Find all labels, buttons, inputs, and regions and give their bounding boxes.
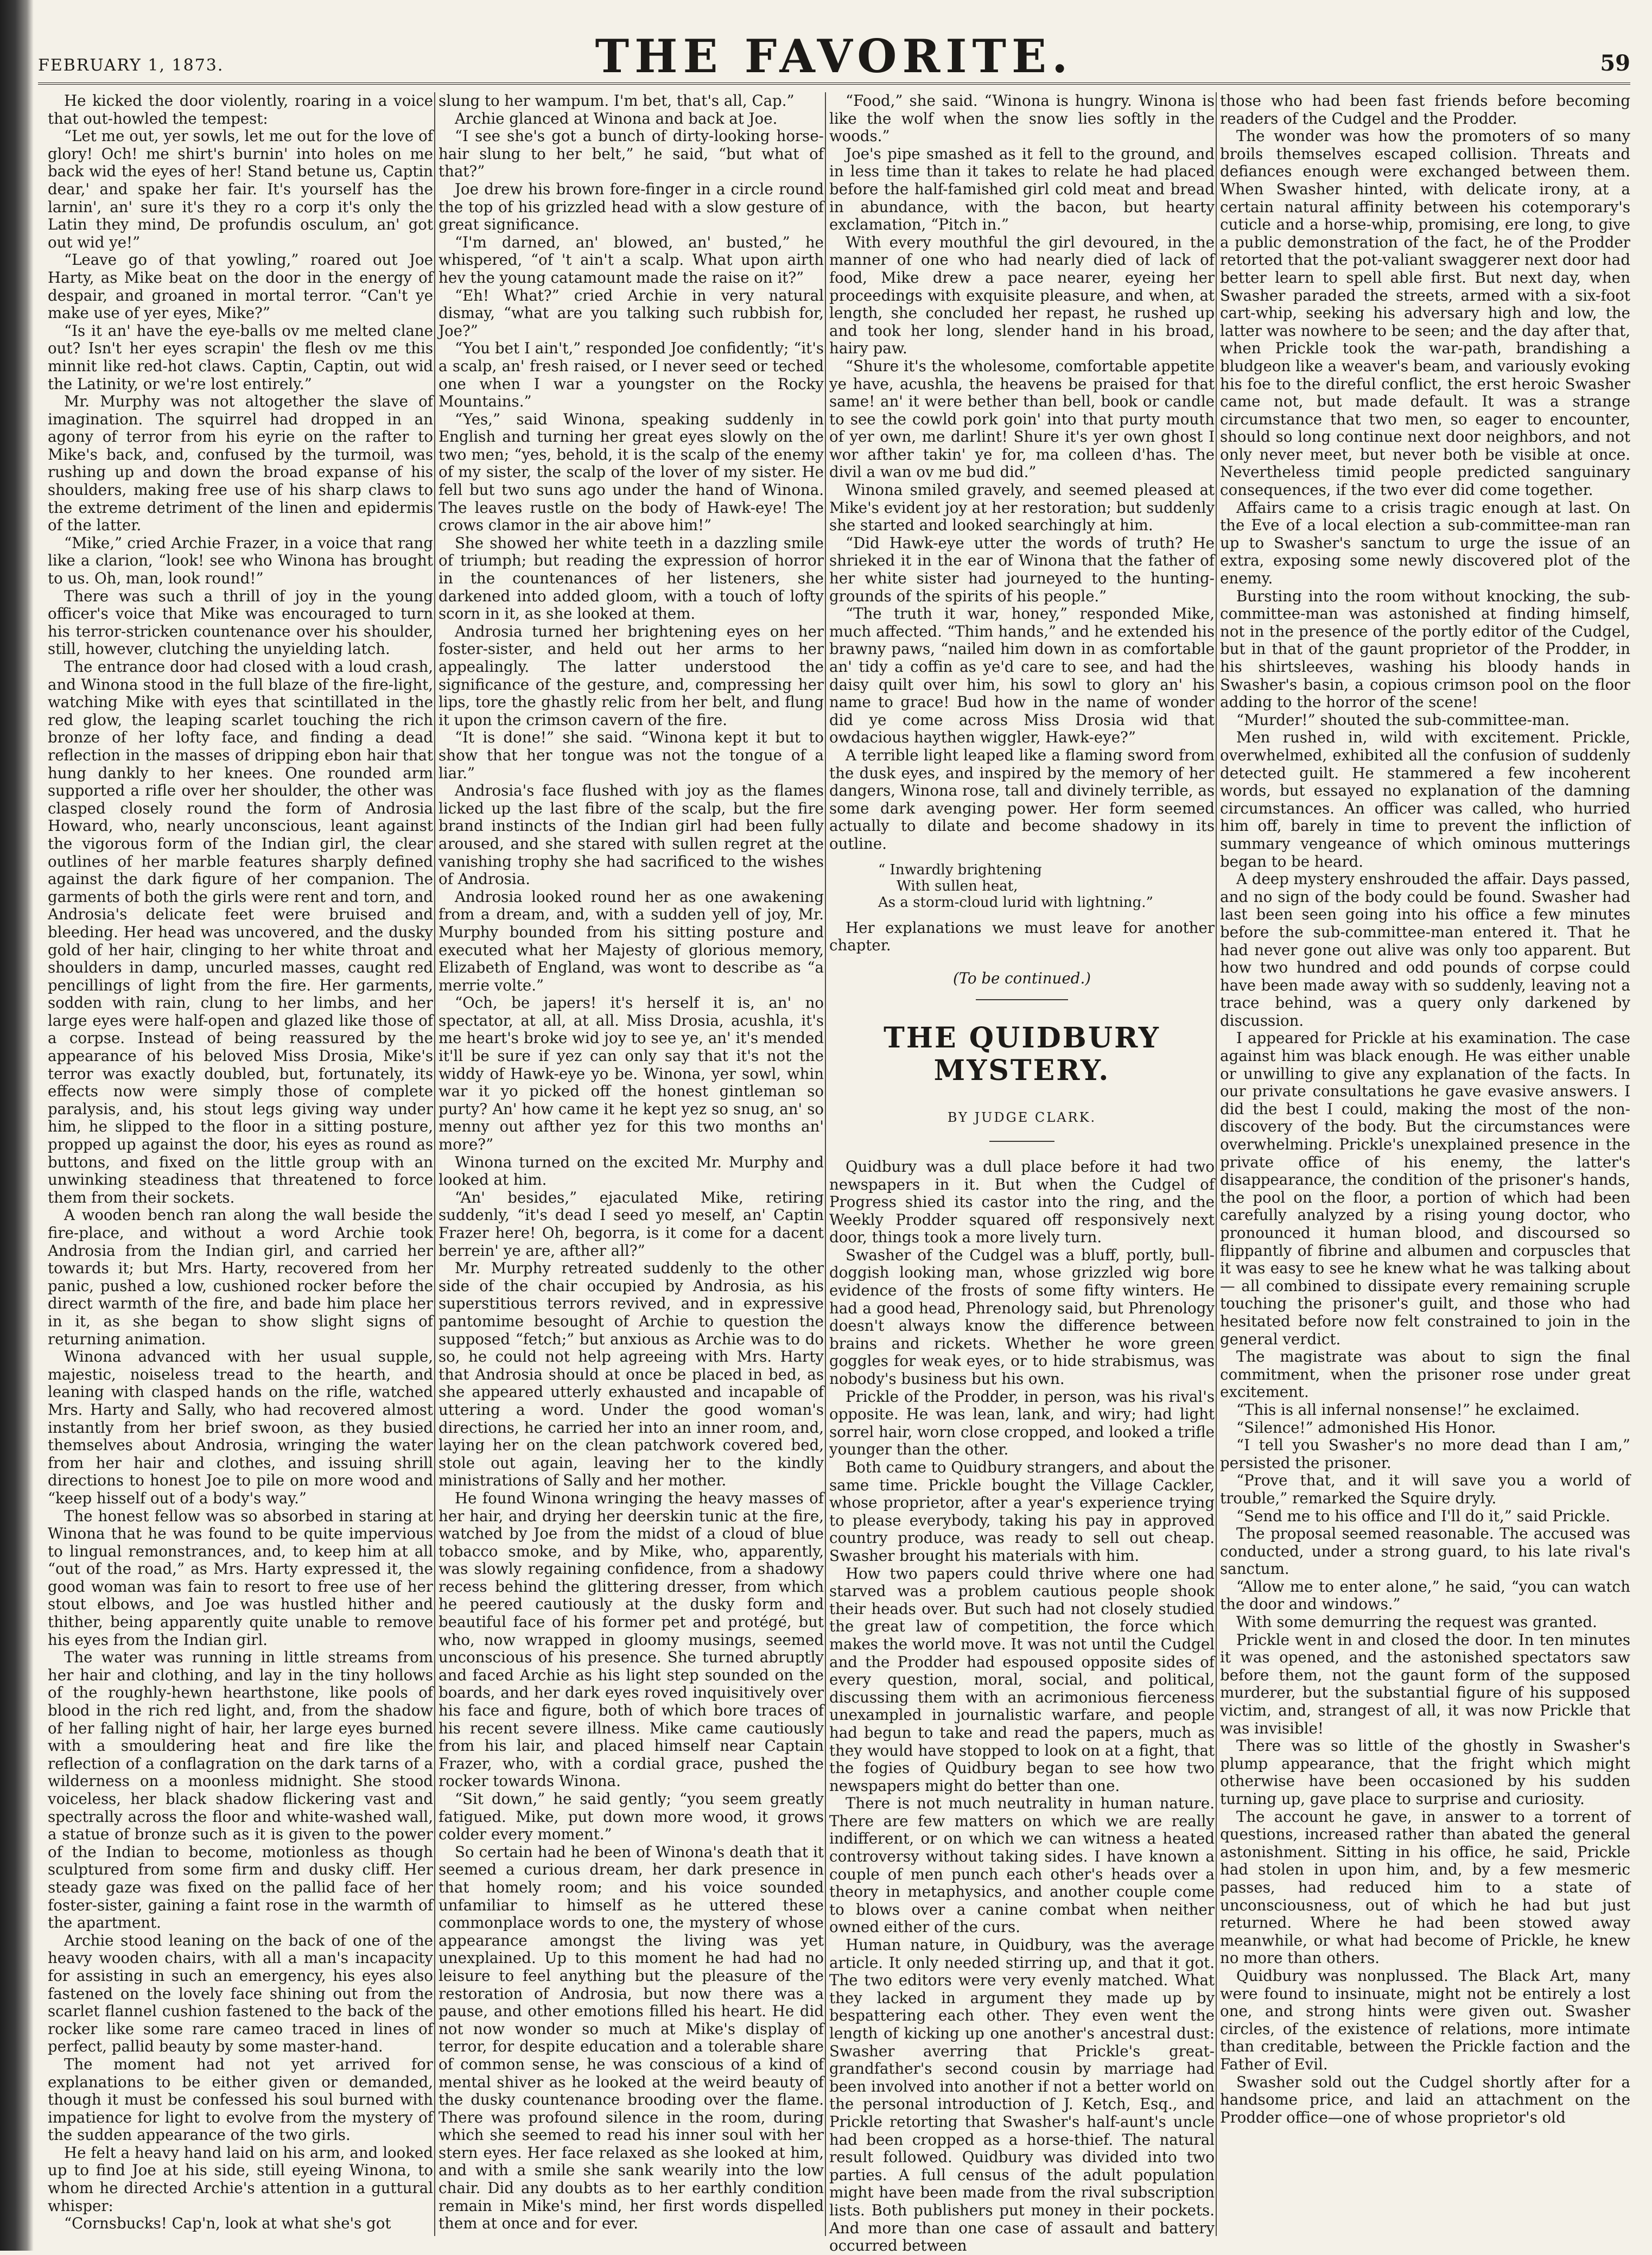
paragraph: those who had been fast friends before becoming readers of the Cudgel and the Prodder. [1220, 92, 1630, 128]
paragraph: There was so little of the ghostly in Swasher's plump appearance, that the fright which might otherwise have been occasioned by his sudden turning up, gave place to surprise and curiosity. [1220, 1737, 1630, 1808]
paragraph: How two papers could thrive where one had starved was a problem cautious people shook their heads over. But such had not closely studied the great law of competition, the force which makes the world move. It was not until the Cudgel and the Prodder had espoused opposite sides of every question, moral, social, and political, discussing them with an acrimonious fierceness unexampled in journalistic warfare, and people had begun to take and read the papers, much as they would have stopped to look on at a fight, that the fogies of Quidbury began to see how two newspapers might do better than one. [829, 1564, 1215, 1795]
to-be-continued: (To be continued.) [952, 969, 1091, 987]
section-divider [976, 999, 1068, 1000]
masthead-title: THE FAVORITE. [595, 29, 1073, 83]
column-2 [439, 92, 824, 2236]
paragraph: Archie glanced at Winona and back at Joe. [455, 109, 778, 128]
paragraph: Joe's pipe smashed as it fell to the ground, and in less time than it takes to relate he had placed before the half-famished girl cold meat and bread in abundance, with the bacon, but hearty exclamation, “Pitch in.” [829, 144, 1215, 234]
paragraph: “Send me to his office and I'll do it,” said Prickle. [1236, 1507, 1611, 1525]
column-rule [434, 92, 435, 2236]
paragraph: Prickle of the Prodder, in person, was his rival's opposite. He was lean, lank, and wiry; had light sorrel hair, worn close cropped, and looked a trifle younger than the other. [829, 1387, 1215, 1459]
paragraph: Swasher of the Cudgel was a bluff, portly, bull-doggish looking man, whose grizzled wig bore evidence of the frosts of some fifty winters. He had a good head, Phrenology said, but Phrenology doesn't always know the difference between brains and rickets. Whether he wore green goggles for weak eyes, or to hide strabismus, was nobody's business but his own. [829, 1246, 1215, 1388]
paragraph: Her explanations we must leave for another chapter. [829, 918, 1215, 955]
paragraph: There is not much neutrality in human nature. There are few matters on which we are really indifferent, or on which we can witness a heated controversy without taking sides. I have known a couple of men punch each other's heads over a theory in metaphysics, and another couple come to blows over a canine combat when neither owned either of the curs. [829, 1794, 1215, 1936]
page-number: 59 [1600, 50, 1630, 76]
binding-spine-shadow [0, 0, 34, 2251]
paragraph: “Leave go of that yowling,” roared out Joe Harty, as Mike beat on the door in the energy of despair, and groaned in mortal terror. “Can't ye make use of yer eyes, Mike?” [48, 251, 433, 322]
paragraph: “Shure it's the wholesome, comfortable appetite ye have, acushla, the heavens be praised for that same! an' it were bether than bell, book or candle to see the cowld pork goin' into that purty mouth of yer own, me darlint! Shure it's yer own ghost I wor afther takin' ye for, ma colleen d'has. The divil a wan ov me bud did.” [829, 357, 1215, 481]
paragraph: “You bet I ain't,” responded Joe confidently; “it's a scalp, an' fresh raised, or I never seed or teched one when I war a youngster on the Rocky Mountains.” [439, 339, 824, 411]
verse-line: As a storm-cloud lurid with lightning.” [878, 894, 1153, 911]
column-4 [1220, 92, 1630, 2236]
paragraph: The account he gave, in answer to a torrent of questions, increased rather than abated the general astonishment. Sitting in his office, he said, Prickle had stolen in upon him, and, by a few mesmeric passes, had reduced him to a state of unconsciousness, out of which he had but just returned. Where he had been stowed away meanwhile, or what had become of Prickle, he knew no more than others. [1220, 1807, 1630, 1967]
paragraph: Archie stood leaning on the back of one of the heavy wooden chairs, with all a man's incapacity for assisting in such an emergency, his eyes also fastened on the lovely face shining out from the scarlet flannel cushion fastened to the back of the rocker like some rare cameo traced in lines of perfect, pallid beauty by some master-hand. [48, 1931, 433, 2056]
column-rule [825, 92, 826, 2236]
paragraph: The wonder was how the promoters of so many broils themselves escaped collision. Threats and defiances enough were exchanged between them. When Swasher hinted, with delicate irony, at a certain natural affinity between his cotemporary's cuticle and a horse-whip, promising, ere long, to give a public demonstration of the fact, he of the Prodder retorted that the pot-valiant swaggerer next door had better learn to spell able first. But next day, when Swasher paraded the streets, armed with a six-foot cart-whip, seeking his adversary high and low, the latter was nowhere to be seen; and the day after that, when Prickle took the war-path, brandishing a bludgeon like a weaver's beam, and variously evoking his foe to the direful conflict, the erst heroic Swasher came not, but made default. It was a strange circumstance that two men, so eager to encounter, should so long continue next door neighbors, and not only never meet, but never both be visible at once. Nevertheless timid people predicted sanguinary consequences, if the two ever did come together. [1220, 127, 1630, 499]
verse-line: “ Inwardly brightening [878, 861, 1042, 878]
paragraph: A deep mystery enshrouded the affair. Days passed, and no sign of the body could be found. Swasher had last been seen going into his office a few minutes before the sub-committee-man entered it. That he had never gone out alive was only too apparent. But how two hundred and odd pounds of corpse could have been made away with so suddenly, leaving not a trace behind, was a query only darkened by discussion. [1220, 870, 1630, 1030]
paragraph: There was such a thrill of joy in the young officer's voice that Mike was encouraged to turn his terror-stricken countenance over his shoulder, still, however, clutching the unyielding latch. [48, 587, 433, 658]
paragraph: “I see she's got a bunch of dirty-looking horse-hair slung to her belt,” he said, “but what of that?” [439, 127, 824, 181]
issue-date: FEBRUARY 1, 1873. [38, 56, 224, 75]
paragraph: Quidbury was nonplussed. The Black Art, many were found to insinuate, might not be entirely a lost one, and strong hints were given out. Swasher circles, of the existence of relations, more intimate than creditable, between the Prickle faction and the Father of Evil. [1220, 1966, 1630, 2073]
paragraph: “Eh! What?” cried Archie in very natural dismay, “what are you talking such rubbish for, Joe?” [439, 286, 824, 340]
paragraph: Both came to Quidbury strangers, and about the same time. Prickle bought the Village Cackler, whose proprietor, after a year's experience trying to please everybody, taking his pay in approved country produce, was ready to sell out cheap. Swasher brought his materials with him. [829, 1458, 1215, 1565]
paragraph: Affairs came to a crisis tragic enough at last. On the Eve of a local election a sub-committee-man ran up to Swasher's sanctum to urge the issue of an extra, exposing some newly discovered plot of the enemy. [1220, 498, 1630, 588]
verse-line: With sullen heat, [897, 878, 1018, 894]
story-title: THE QUIDBURY MYSTERY. [884, 1021, 1160, 1088]
paragraph: “Allow me to enter alone,” he said, “you can watch the door and windows.” [1220, 1577, 1630, 1614]
paragraph: “Yes,” said Winona, speaking suddenly in English and turning her great eyes slowly on the two men; “yes, behold, it is the scalp of the enemy of my sister, the scalp of the lover of my sister. He fell but two suns ago under the hand of Winona. The leaves rustle on the body of Hawk-eye! The crows clamor in the air above him!” [439, 410, 824, 535]
paragraph: With every mouthful the girl devoured, in the manner of one who had nearly died of lack of food, Mike drew a pace nearer, eyeing her proceedings with exquisite pleasure, and when, at length, she concluded her repast, he rushed up and took her long, slender hand in his broad, hairy paw. [829, 233, 1215, 358]
story-byline: BY JUDGE CLARK. [829, 1109, 1215, 1142]
paragraph: He found Winona wringing the heavy masses of her hair, and drying her deerskin tunic at the fire, watched by Joe from the midst of a cloud of blue tobacco smoke, and by Mike, who, apparently, was slowly regaining confidence, from a shadowy recess behind the glittering dresser, from which he peered cautiously at the dusky form and beautiful face of his former pet and protégé, but who, now wrapped in gloomy musings, seemed unconscious of his presence. She turned abruptly and faced Archie as his light step sounded on the boards, and her dark eyes roved inquisitively over his face and figure, both of which bore traces of his recent severe illness. Mike came cautiously from his lair, and placed himself near Captain Frazer, who, with a cordial grace, pushed the rocker towards Winona. [439, 1489, 824, 1790]
paragraph: He felt a heavy hand laid on his arm, and looked up to find Joe at his side, still eyeing Winona, to whom he directed Archie's attention in a guttural whisper: [48, 2143, 433, 2215]
paragraph: “The truth it war, honey,” responded Mike, much affected. “Thim hands,” and he extended his brawny paws, “nailed him down in as comfortable an' tidy a coffin as ye'd care to see, and had the daisy quilt over him, his sowl to glory an' his name to grace! Bud how in the name of wonder did ye come across Miss Drosia wid that owdacious haythen wiggler, Hawk-eye?” [829, 605, 1215, 747]
paragraph: Winona advanced with her usual supple, majestic, noiseless tread to the hearth, and leaning with clasped hands on the rifle, watched Mrs. Harty and Sally, who had recovered almost instantly from her brief swoon, as they busied themselves about Androsia, wringing the water from her hair and clothes, and issuing shrill directions to honest Joe to pile on more wood and “keep hisself out of a body's way.” [48, 1348, 433, 1507]
paragraph: “Cornsbucks! Cap'n, look at what she's got [64, 2214, 391, 2233]
paragraph: “I'm darned, an' blowed, an' busted,” he whispered, “of 't ain't a scalp. What upon airth hev the young catamount made the raise on it?” [439, 233, 824, 287]
paragraph: Human nature, in Quidbury, was the average article. It only needed stirring up, and that it got. The two editors were very evenly matched. What they lacked in argument they made up by bespattering each other. They even went the length of kicking up one another's ancestral dust: Swasher averring that Prickle's great-grandfather's second cousin by marriage had been involved into another if not a better world on the personal introduction of J. Ketch, Esq., and Prickle retorting that Swasher's half-aunt's uncle had been cropped as a horse-thief. The natural result followed. Quidbury was divided into two parties. A full census of the adult population might have been made from the rival subscription lists. Both publishers put money in their pockets. And more than one case of assault and battery occurred between [829, 1936, 1215, 2255]
paragraph: “Food,” she said. “Winona is hungry. Winona is like the wolf when the snow lies softly in the woods.” [829, 92, 1215, 145]
paragraph: The entrance door had closed with a loud crash, and Winona stood in the full blaze of the fire-light, watching Mike with eyes that scintillated in the red glow, the leaping scarlet touching the rich bronze of her lofty face, and finding a dead reflection in the masses of dripping ebon hair that hung dankly to her knees. One rounded arm supported a rifle over her shoulder, the other was clasped closely round the form of Androsia Howard, who, nearly unconscious, leant against the vigorous form of the Indian girl, the clear outlines of her marble features sharply defined against the dark figure of her companion. The garments of both the girls were rent and torn, and Androsia's delicate feet were bruised and bleeding. Her head was uncovered, and the dusky gold of her hair, clinging to her white throat and shoulders in damp, uncurled masses, caught red pencillings of light from the fire. Her garments, sodden with rain, clung to her limbs, and her large eyes were half-open and glazed like those of a corpse. Instead of being reassured by the appearance of his beloved Miss Drosia, Mike's terror was exactly doubled, but, fortunately, its effects now were simply those of complete paralysis, and, his stout legs giving way under him, he slipped to the floor in a sitting posture, propped up against the door, his eyes as round as buttons, and fixed on the little group with an unwinking steadiness that threatened to force them from their sockets. [48, 658, 433, 1206]
paragraph: She showed her white teeth in a dazzling smile of triumph; but reading the expression of horror in the countenances of her listeners, she darkened into added gloom, with a touch of lofty scorn in it, as she looked at them. [439, 533, 824, 623]
paragraph: So certain had he been of Winona's death that it seemed a curious dream, her dark presence in that homely room; and his voice sounded unfamiliar to himself as he uttered these commonplace words to one, the mystery of whose appearance amongst the living was yet unexplained. Up to this moment he had had no leisure to feel anything but the pleasure of the restoration of Androsia, but now there was a pause, and other emotions filled his heart. He did not now wonder so much at Mike's display of terror, for despite education and a tolerable share of common sense, he was conscious of a kind of mental shiver as he looked at the weird beauty of the dusky countenance brooding over the flame. There was profound silence in the room, during which she seemed to read his inner soul with her stern eyes. Her face relaxed as she looked at him, and with a smile she sank wearily into the low chair. Did any doubts as to her earthly condition remain in Mike's mind, her first words dispelled them at once and for ever. [439, 1843, 824, 2233]
paragraph: “Murder!” shouted the sub-committee-man. [1236, 710, 1570, 729]
paragraph: Androsia turned her brightening eyes on her foster-sister, and held out her arms to her appealingly. The latter understood the significance of the gesture, and, compressing her lips, tore the ghastly relic from her belt, and flung it upon the crimson cavern of the fire. [439, 622, 824, 729]
paragraph: Men rushed in, wild with excitement. Prickle, overwhelmed, exhibited all the confusion of suddenly detected guilt. He stammered a few incoherent words, but essayed no explanation of the damning circumstances. An officer was called, who hurried him off, barely in time to prevent the infliction of summary vengeance of which ominous mutterings began to be heard. [1220, 728, 1630, 871]
paragraph: A terrible light leaped like a flaming sword from the dusk eyes, and inspired by the memory of her dangers, Winona rose, tall and divinely terrible, as some dark avenging power. Her form seemed actually to dilate and become shadowy in its outline. [829, 746, 1215, 853]
paragraph: Swasher sold out the Cudgel shortly after for a handsome price, and laid an attachment on the Prodder office—one of whose proprietor's old [1220, 2073, 1630, 2126]
paragraph: Quidbury was a dull place before it had two newspapers in it. But when the Cudgel of Progress shied its castor into the ring, and the Weekly Prodder squared off responsively next door, things took a more lively turn. [829, 1157, 1215, 1247]
paragraph: Joe drew his brown fore-finger in a circle round the top of his grizzled head with a slow gesture of great significance. [439, 180, 824, 234]
paragraph: The water was running in little streams from her hair and clothing, and lay in the tiny hollows of the roughly-hewn hearthstone, like pools of blood in the rich red light, and, from the shadow of her falling night of hair, her large eyes burned with a smouldering heat and fire like the reflection of a conflagration on the dark tarns of a wilderness on a moonless midnight. She stood voiceless, her black shadow flickering vast and spectrally across the floor and white-washed wall, a statue of bronze such as it is given to the power of the Indian to become, motionless as though sculptured from some firm and dusky cliff. Her steady gaze was fixed on the pallid face of her foster-sister, gaining a faint rose in the warmth of the apartment. [48, 1648, 433, 1932]
paragraph: “This is all infernal nonsense!” he exclaimed. [1236, 1400, 1580, 1419]
paragraph: Prickle went in and closed the door. In ten minutes it was opened, and the astonished spectators saw before them, not the gaunt form of the supposed murderer, but the substantial figure of his supposed victim, and, strangest of all, it was now Prickle that was invisible! [1220, 1630, 1630, 1737]
column-rule [1216, 92, 1217, 2236]
paragraph: Mr. Murphy retreated suddenly to the other side of the chair occupied by Androsia, as his superstitious terrors revived, and in expressive pantomime besought of Archie to question the supposed “fetch;” but anxious as Archie was to do so, he could not help agreeing with Mrs. Harty that Androsia should at once be placed in bed, as she appeared utterly exhausted and incapable of uttering a word. Under the good woman's directions, he carried her into an inner room, and, laying her on the clean patchwork covered bed, stole out again, leaving her to the kindly ministrations of Sally and her mother. [439, 1259, 824, 1490]
column-1 [48, 92, 433, 2236]
paragraph: I appeared for Prickle at his examination. The case against him was black enough. He was either unable or unwilling to give any explanation of the facts. In our private consultations he gave evasive answers. I did the best I could, making the most of the non-discovery of the body. But the circumstances were overwhelming. Prickle's unexplained presence in the private office of his enemy, the latter's disappearance, the condition of the prisoner's hands, the pool on the floor, a portion of which had been carefully analyzed by a rising young doctor, who pronounced it human blood, and discoursed so flippantly of fibrine and albumen and corpuscles that it was easy to see he knew what he was talking about — all combined to dissipate every remaining scruple touching the prisoner's guilt, and those who had hesitated before now felt constrained to join in the general verdict. [1220, 1029, 1630, 1348]
paragraph: “Prove that, and it will save you a world of trouble,” remarked the Squire dryly. [1220, 1471, 1630, 1507]
paragraph: Androsia looked round her as one awakening from a dream, and, with a sudden yell of joy, Mr. Murphy bounded from his sitting posture and executed what her Majesty of glorious memory, Elizabeth of England, was wont to describe as “a merrie volte.” [439, 887, 824, 994]
paragraph: The moment had not yet arrived for explanations to be either given or demanded, though it must be confessed his soul burned with impatience for light to evolve from the mystery of the sudden appearance of the two girls. [48, 2055, 433, 2144]
paragraph: “Och, be japers! it's herself it is, an' no spectator, at all, at all. Miss Drosia, acushla, it's me heart's broke wid joy to see ye, an' it's mended it'll be sure if yez can only say that it's not the widdy of Hawk-eye yo be. Winona, yer sowl, whin war it yo picked off the honest gintleman so purty? An' how came it he kept yez so snug, an' so menny out afther yez for this two months an' more?” [439, 994, 824, 1154]
paragraph: “I tell you Swasher's no more dead than I am,” persisted the prisoner. [1220, 1436, 1630, 1472]
paragraph: The honest fellow was so absorbed in staring at Winona that he was found to be quite impervious to lingual remonstrances, and, to keep him at all “out of the road,” as Mrs. Harty expressed it, the good woman was fain to resort to free use of her stout elbows, and Joe was hustled hither and thither, being apparently quite unable to remove his eyes from the Indian girl. [48, 1507, 433, 1649]
paragraph: “Did Hawk-eye utter the words of truth? He shrieked it in the ear of Winona that the father of her white sister had journeyed to the hunting-grounds of the spirits of his people.” [829, 533, 1215, 605]
paragraph: “An' besides,” ejaculated Mike, retiring suddenly, “it's dead I seed yo meself, an' Captin Frazer here! Oh, begorra, is it come for a dacent berrein' ye are, afther all?” [439, 1188, 824, 1260]
paragraph: The magistrate was about to sign the final commitment, when the prisoner rose under great excitement. [1220, 1348, 1630, 1401]
verse-quote [878, 862, 1215, 911]
page-header [38, 29, 1630, 85]
paragraph: The proposal seemed reasonable. The accused was conducted, under a strong guard, to his late rival's sanctum. [1220, 1524, 1630, 1578]
paragraph: “Sit down,” he said gently; “you seem greatly fatigued. Mike, put down more wood, it grows colder every moment.” [439, 1790, 824, 1844]
paragraph: Winona smiled gravely, and seemed pleased at Mike's evident joy at her restoration; but suddenly she started and looked searchingly at him. [829, 481, 1215, 535]
paragraph: “It is done!” she said. “Winona kept it but to show that her tongue was not the tongue of a liar.” [439, 728, 824, 782]
column-3 [829, 92, 1215, 2255]
paragraph: Bursting into the room without knocking, the sub-committee-man was astonished at finding himself, not in the presence of the portly editor of the Cudgel, but in that of the gaunt proprietor of the Prodder, in his shirtsleeves, washing his bloody hands in Swasher's basin, a copious crimson pool on the floor adding to the horror of the scene! [1220, 587, 1630, 712]
paragraph: “Mike,” cried Archie Frazer, in a voice that rang like a clarion, “look! see who Winona has brought to us. Oh, man, look round!” [48, 533, 433, 588]
paragraph: He kicked the door violently, roaring in a voice that out-howled the tempest: [48, 92, 433, 128]
paragraph: “Silence!” admonished His Honor. [1236, 1418, 1496, 1437]
paragraph: “Is it an' have the eye-balls ov me melted clane out? Isn't her eyes scrapin' the flesh ov me this minnit like red-hot claws. Captin, Captin, out wid the Latinity, or we're lost entirely.” [48, 321, 433, 393]
paragraph: Winona turned on the excited Mr. Murphy and looked at him. [439, 1153, 824, 1189]
paragraph: Androsia's face flushed with joy as the flames licked up the last fibre of the scalp, but the fire brand instincts of the Indian girl had been fully aroused, and she stared with sullen regret at the vanishing trophy she had sacrificed to the wishes of Androsia. [439, 782, 824, 888]
paragraph: A wooden bench ran along the wall beside the fire-place, and without a word Archie took Androsia from the Indian girl, and carried her towards it; but Mrs. Harty, recovered from her panic, pushed a low, cushioned rocker before the direct warmth of the fire, and bade him place her in it, as she began to show slight signs of returning animation. [48, 1206, 433, 1348]
paragraph: With some demurring the request was granted. [1236, 1613, 1597, 1631]
paragraph: Mr. Murphy was not altogether the slave of imagination. The squirrel had dropped in an agony of terror from his eyrie on the rafter to Mike's back, and, confused by the turmoil, was rushing up and down the broad expanse of his shoulders, making free use of his sharp claws to the extreme detriment of the linen and epidermis of the latter. [48, 392, 433, 535]
paragraph: “Let me out, yer sowls, let me out for the love of glory! Och! me shirt's burnin' into holes on me back wid the eyes of her! Stand betune us, Captin dear,' and spake her fair. It's yourself has the larnin', an' sure it's they ro a corp it's only the Latin they mind, De profundis osculum, an' got out wid ye!” [48, 127, 433, 251]
paragraph: slung to her wampum. I'm bet, that's all, Cap.” [439, 92, 795, 110]
